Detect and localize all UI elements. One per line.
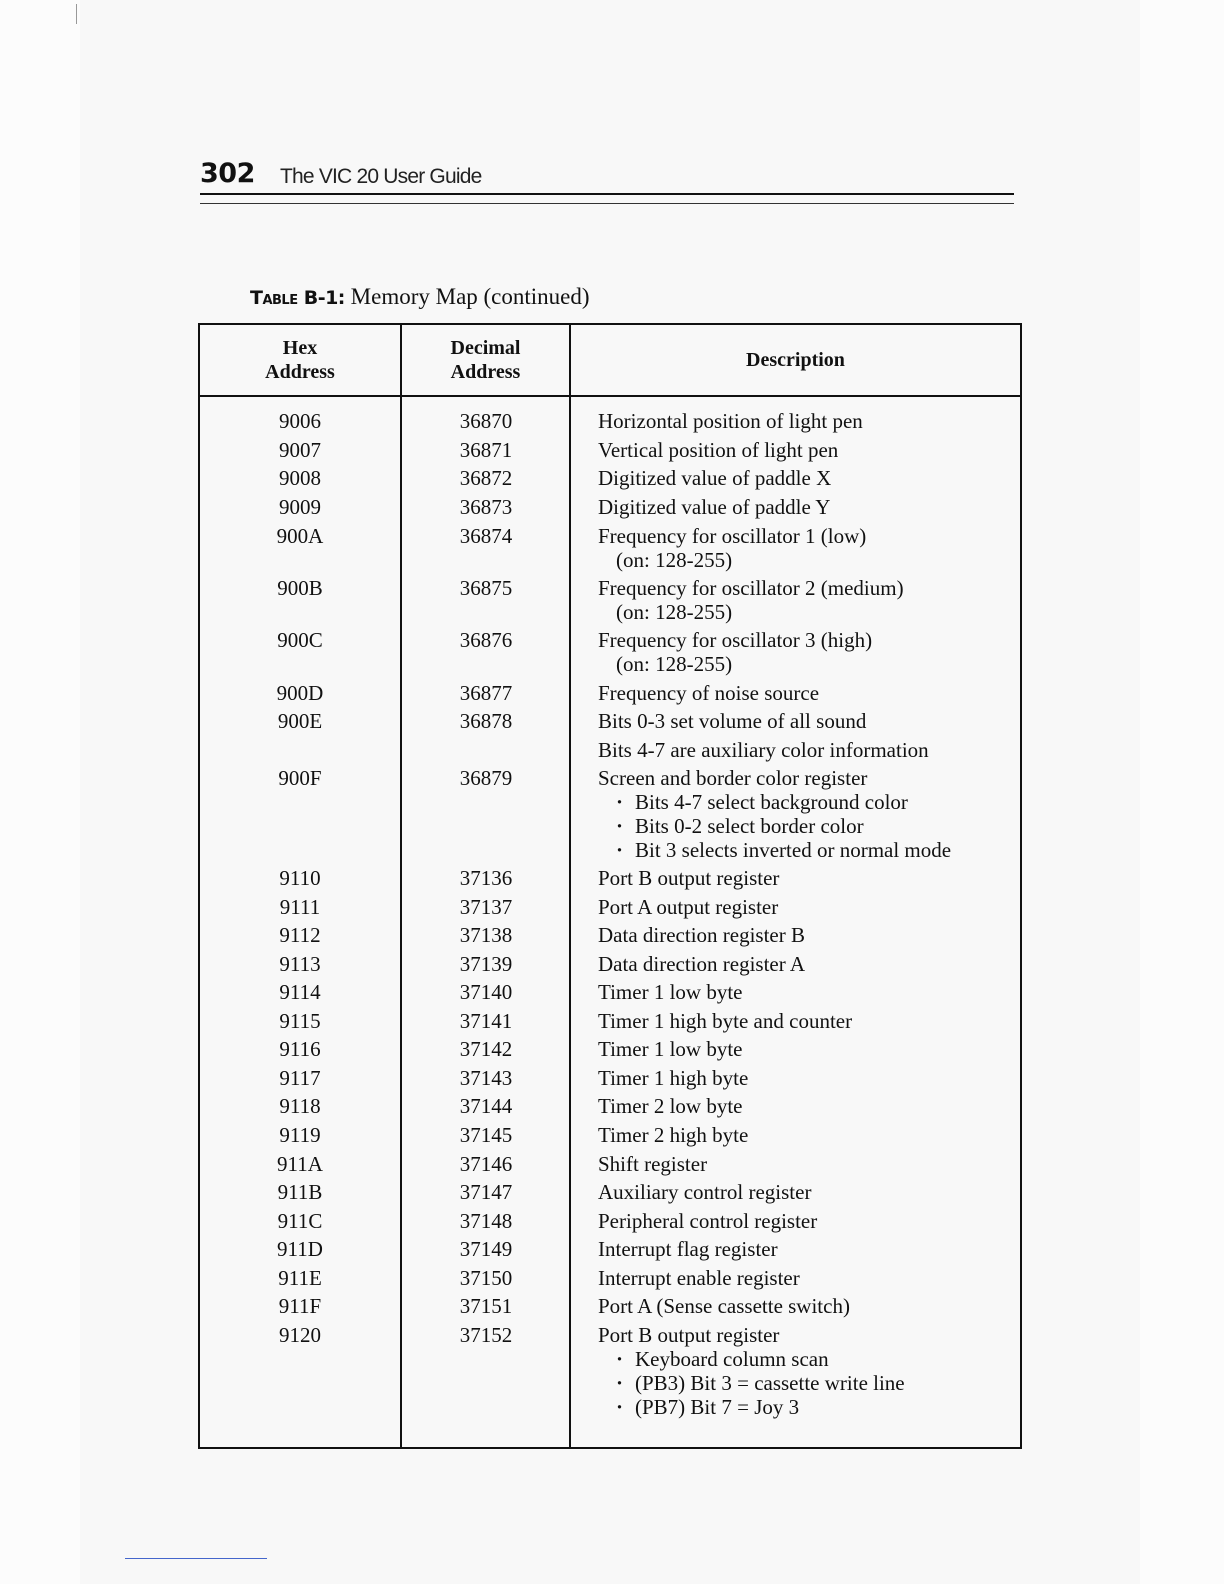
description — [598, 738, 1018, 762]
column-header-hex-label: Hex Address — [265, 337, 335, 383]
hex-address: 911A — [277, 1152, 323, 1176]
description-line: Peripheral control register — [598, 1209, 818, 1233]
hex-address: 9111 — [279, 895, 321, 919]
decimal-address: 36873 — [459, 495, 513, 519]
decimal-address: 37136 — [459, 866, 513, 890]
description-line: Bits 0-3 set volume of all sound — [598, 709, 867, 733]
hex-address: 9116 — [279, 1037, 321, 1061]
description-bullet: · (PB3) Bit 3 = cassette write line — [598, 1371, 1018, 1395]
description-continuation: (on: 128-255) — [616, 600, 733, 624]
running-head-title: The VIC 20 User Guide — [280, 165, 482, 188]
description — [598, 1037, 1018, 1061]
description — [598, 681, 1018, 705]
decimal-address: 36877 — [459, 681, 513, 705]
hex-address: 911D — [277, 1237, 323, 1261]
description-bullet: · Bit 3 selects inverted or normal mode — [598, 838, 1018, 862]
decimal-address: 37147 — [459, 1180, 513, 1204]
description-line: Timer 1 low byte — [598, 980, 743, 1004]
description — [598, 576, 1018, 624]
description — [598, 709, 1018, 733]
decimal-address: 37144 — [459, 1094, 513, 1118]
description — [598, 1123, 1018, 1147]
table-caption-title: Memory Map (continued) — [350, 284, 590, 309]
page-number: 302 — [200, 158, 255, 189]
hex-address: 9119 — [279, 1123, 321, 1147]
description — [598, 628, 1018, 676]
hex-address: 9120 — [279, 1323, 321, 1347]
description — [598, 466, 1018, 490]
description-line: Port A (Sense cassette switch) — [598, 1294, 850, 1318]
decimal-address: 37138 — [459, 923, 513, 947]
column-header-description-label: Description — [746, 349, 845, 371]
hex-address: 900A — [276, 524, 324, 548]
decimal-address: 36876 — [459, 628, 513, 652]
hex-address: 911F — [278, 1294, 322, 1318]
description-line: Port B output register — [598, 866, 780, 890]
description — [598, 980, 1018, 1004]
column-header-decimal — [402, 325, 569, 395]
header-rule-thin — [200, 203, 1014, 204]
decimal-address: 36871 — [459, 438, 513, 462]
hex-address: 900E — [277, 709, 323, 733]
decimal-address: 37139 — [459, 952, 513, 976]
description — [598, 866, 1018, 890]
hex-address: 9110 — [279, 866, 321, 890]
description-line: Port A output register — [598, 895, 779, 919]
description — [598, 895, 1018, 919]
hex-address: 9009 — [279, 495, 321, 519]
decimal-address: 37141 — [459, 1009, 513, 1033]
hex-address: 9007 — [279, 438, 321, 462]
description — [598, 1152, 1018, 1176]
decimal-address: 36875 — [459, 576, 513, 600]
description — [598, 1009, 1018, 1033]
hex-address: 911C — [277, 1209, 323, 1233]
decimal-address: 37137 — [459, 895, 513, 919]
decimal-address: 37145 — [459, 1123, 513, 1147]
description-line: Timer 1 high byte and counter — [598, 1009, 853, 1033]
description-line: Frequency for oscillator 2 (medium) — [598, 576, 904, 600]
decimal-address: 37148 — [459, 1209, 513, 1233]
decimal-address: 36874 — [459, 524, 513, 548]
description-line: Timer 1 high byte — [598, 1066, 749, 1090]
hex-address: 911E — [278, 1266, 322, 1290]
description — [598, 1237, 1018, 1261]
decimal-address: 37146 — [459, 1152, 513, 1176]
hex-address: 9112 — [279, 923, 321, 947]
column-header-decimal-label: Decimal Address — [450, 337, 521, 383]
hex-address: 9113 — [279, 952, 321, 976]
description-line: Interrupt enable register — [598, 1266, 800, 1290]
hex-address: 9115 — [279, 1009, 321, 1033]
description-line: Timer 2 low byte — [598, 1094, 743, 1118]
hex-address: 9118 — [279, 1094, 321, 1118]
description — [598, 1180, 1018, 1204]
description — [598, 409, 1018, 433]
description — [598, 923, 1018, 947]
description-line: Timer 1 low byte — [598, 1037, 743, 1061]
description-line: Bits 4-7 are auxiliary color information — [598, 738, 929, 762]
hex-address: 9114 — [279, 980, 321, 1004]
hex-address: 900F — [278, 766, 322, 790]
description-line: Data direction register B — [598, 923, 806, 947]
description-line: Screen and border color register — [598, 766, 868, 790]
description-line: Timer 2 high byte — [598, 1123, 749, 1147]
table-caption — [250, 284, 590, 310]
description — [598, 1266, 1018, 1290]
hex-address: 911B — [277, 1180, 323, 1204]
description-line: Digitized value of paddle X — [598, 466, 832, 490]
decimal-address: 37140 — [459, 980, 513, 1004]
description-line: Vertical position of light pen — [598, 438, 839, 462]
description-bullet: · Bits 4-7 select background color — [598, 790, 1018, 814]
footer-mark — [125, 1558, 267, 1559]
description-line: Frequency of noise source — [598, 681, 820, 705]
description-line: Horizontal position of light pen — [598, 409, 863, 433]
description-line: Frequency for oscillator 1 (low) — [598, 524, 867, 548]
description-line: Interrupt flag register — [598, 1237, 778, 1261]
page-header — [200, 158, 1014, 208]
description — [598, 1209, 1018, 1233]
description-bullet: · Bits 0-2 select border color — [598, 814, 1018, 838]
description — [598, 524, 1018, 572]
description-line: Digitized value of paddle Y — [598, 495, 831, 519]
decimal-address: 37149 — [459, 1237, 513, 1261]
memory-map-table — [198, 323, 1022, 1449]
description — [598, 438, 1018, 462]
description — [598, 1323, 1018, 1419]
table-caption-label: Table B-1: — [250, 287, 345, 309]
description-bullet: · (PB7) Bit 7 = Joy 3 — [598, 1395, 1018, 1419]
column-header-hex — [200, 325, 400, 395]
decimal-address: 37151 — [459, 1294, 513, 1318]
description-line: Port B output register — [598, 1323, 780, 1347]
description — [598, 1066, 1018, 1090]
hex-address: 9006 — [279, 409, 321, 433]
description-line: Shift register — [598, 1152, 708, 1176]
decimal-address: 37143 — [459, 1066, 513, 1090]
decimal-address: 36879 — [459, 766, 513, 790]
hex-address: 900D — [276, 681, 324, 705]
decimal-address: 37152 — [459, 1323, 513, 1347]
margin-mark — [76, 4, 77, 24]
decimal-address: 36870 — [459, 409, 513, 433]
decimal-address: 36872 — [459, 466, 513, 490]
decimal-address: 37142 — [459, 1037, 513, 1061]
hex-address: 900B — [277, 576, 323, 600]
description — [598, 1294, 1018, 1318]
description — [598, 766, 1018, 862]
description-line: Data direction register A — [598, 952, 806, 976]
hex-address: 9117 — [279, 1066, 321, 1090]
decimal-address: 36878 — [459, 709, 513, 733]
description-continuation: (on: 128-255) — [616, 652, 733, 676]
description-line: Frequency for oscillator 3 (high) — [598, 628, 873, 652]
description-line: Auxiliary control register — [598, 1180, 812, 1204]
hex-address: 9008 — [279, 466, 321, 490]
description — [598, 952, 1018, 976]
hex-address: 900C — [277, 628, 323, 652]
header-divider — [200, 395, 1020, 397]
description-continuation: (on: 128-255) — [616, 548, 733, 572]
description-bullet: · Keyboard column scan — [598, 1347, 1018, 1371]
header-rule-thick — [200, 193, 1014, 195]
description — [598, 495, 1018, 519]
decimal-address: 37150 — [459, 1266, 513, 1290]
description — [598, 1094, 1018, 1118]
column-header-description — [571, 325, 1020, 395]
